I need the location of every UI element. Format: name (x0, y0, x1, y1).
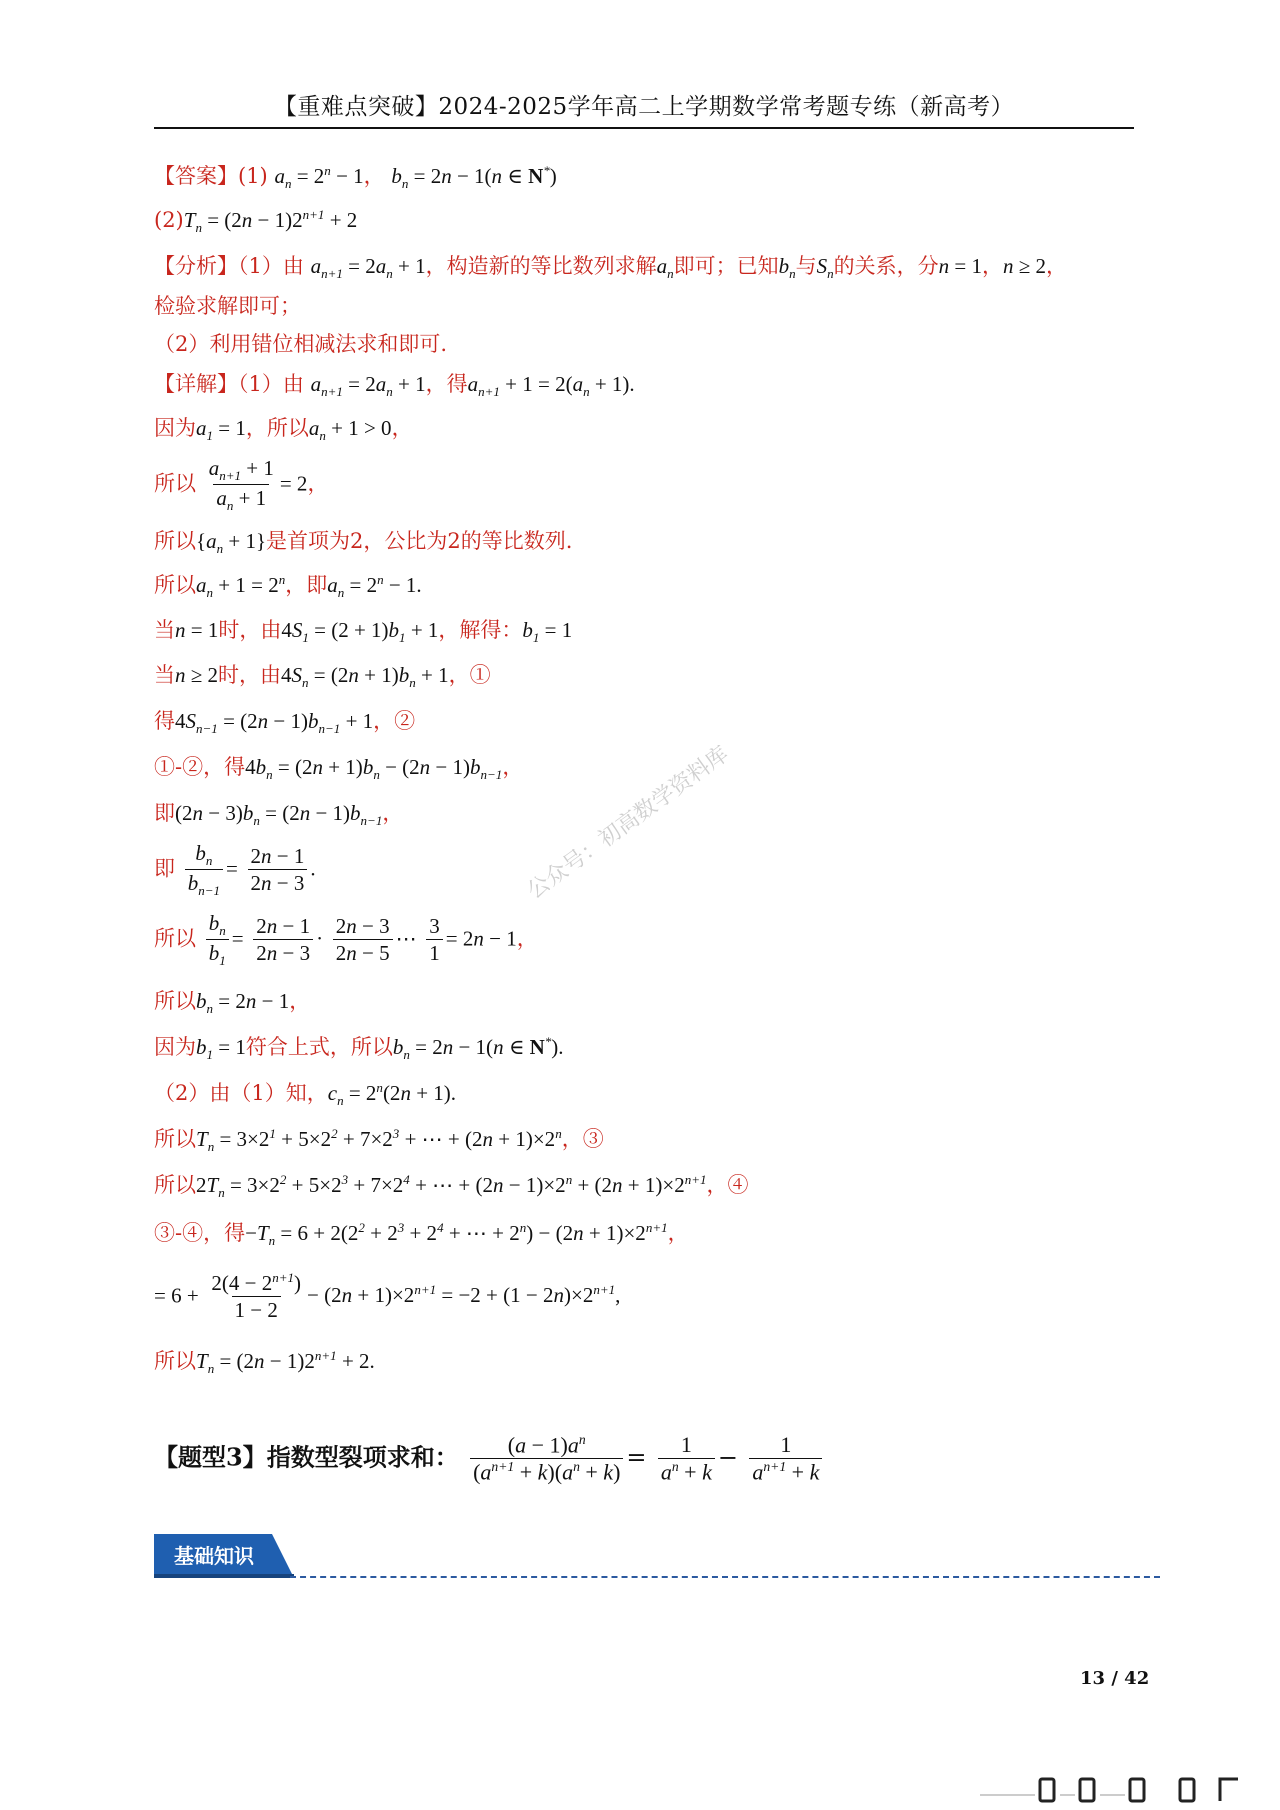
analysis-line-1: 【分析】（1）由 $a_{n+1} = 2a_n + 1$，构造新的等比数列求解$a_n$即可；已知$b_n$与$S_n$的关系，分n = 1，n ≥ 2， (154, 254, 1067, 282)
detail-line-15: （2）由（1）知，$c_n = 2^n(2n + 1)$. (154, 1080, 457, 1109)
analysis-label: 【分析】 (154, 254, 238, 278)
answer-label: 【答案】 (154, 164, 238, 188)
question-type-heading: 【题型3】指数型裂项求和： $\frac{(a - 1)a^n}{(a^{n+1} + k)(a^n + k)}$ = $\frac{1}{a^n + k}$ − $\frac{1}{a^{n+1} + k}$ (154, 1432, 825, 1486)
header-rule (154, 127, 1134, 129)
page-total: 42 (1124, 1668, 1150, 1689)
answer-line-1: 【答案】(1) $a_n = 2^n - 1$， $b_n = 2n - 1(n$ ∈ N*) (154, 163, 557, 192)
detail-line-9: ①-②，得$4b_n = (2n + 1)b_n - (2n - 1)b_{n-1}$， (154, 755, 524, 783)
detail-line-20: 所以$T_n = (2n - 1)2^{n+1} + 2$. (154, 1348, 375, 1377)
detail-line-12: 所以 $\frac{b_n}{b_1}$ = $\frac{2n - 1}{2n - 3}$ · $\frac{2n - 3}{2n - 5}$ ⋯ $\frac{3}{1}$ = 2n − 1， (154, 911, 538, 969)
detail-line-8: 得$4S_{n-1} = (2n - 1)b_{n-1} + 1$，② (154, 709, 416, 737)
detail-line-6: 当n = 1时，由$4S_1 = (2 + 1)b_1 + 1$，解得：$b_1 = 1$ (154, 618, 573, 646)
detail-line-16: 所以$T_n = 3\times 2^1 + 5\times 2^2 + 7\times 2^3$ + ⋯ + $(2n + 1)\times 2^n$，③ (154, 1126, 604, 1155)
page-number: 13 / 42 (1080, 1668, 1150, 1689)
answer-part2-prefix: (2) (154, 208, 184, 232)
detail-line-3: 所以 $\frac{a_{n+1} + 1}{a_n + 1}$ = 2， (154, 456, 329, 514)
detail-line-4: 所以$\{a_n + 1\}$是首项为2，公比为2的等比数列. (154, 529, 573, 557)
section-dashed-rule (290, 1576, 1160, 1578)
banner-shadow (154, 1574, 294, 1578)
detail-line-5: 所以$a_n + 1 = 2^n$，即$a_n = 2^n - 1$. (154, 572, 422, 601)
detail-line-17: 所以$2T_n = 3\times 2^2 + 5\times 2^3 + 7\times 2^4$ + ⋯ + $(2n - 1)\times 2^n + (2n + 1)\times 2^{n+1}$，④ (154, 1172, 749, 1201)
detail-line-1: 【详解】（1）由 $a_{n+1} = 2a_n + 1$，得$a_{n+1} + 1 = 2(a_n + 1)$. (154, 372, 635, 400)
detail-line-10: 即$(2n - 3)b_n = (2n - 1)b_{n-1}$， (154, 801, 404, 829)
detail-line-19: = 6 + $\frac{2(4 - 2^{n+1})}{1 - 2}$ − $(2n + 1)\times 2^{n+1} = -2 + (1 - 2n)\times 2^{n+1}$, (154, 1270, 621, 1323)
analysis-line-3: （2）利用错位相减法求和即可. (154, 332, 448, 356)
detail-line-11: 即 $\frac{b_n}{b_{n-1}}$ = $\frac{2n - 1}{2n - 3}$ . (154, 841, 316, 899)
page-header-title: 【重难点突破】2024-2025学年高二上学期数学常考题专练（新高考） (273, 94, 1015, 120)
detail-line-18: ③-④，得$-T_n = 6 + 2(2^2 + 2^3 + 2^4$ + ⋯ + $2^n) - (2n + 1)\times 2^{n+1}$， (154, 1220, 689, 1249)
answer-line-2: $(2)T_n = (2n - 1)2^{n+1} + 2$ (154, 207, 358, 236)
section-banner (154, 1534, 294, 1578)
answer-part1-prefix: (1) (238, 164, 268, 188)
watermark: 公众号：初高数学资料库 (522, 741, 734, 905)
page-current: 13 (1080, 1668, 1106, 1689)
detail-line-13: 所以$b_n = 2n - 1$， (154, 989, 311, 1017)
banner-label: 基础知识 (174, 1544, 254, 1568)
detail-line-7: 当n ≥ 2时，由$4S_n = (2n + 1)b_n + 1$，① (154, 663, 491, 691)
detail-label: 【详解】 (154, 372, 238, 396)
scan-artifact-mark (980, 1775, 1250, 1805)
analysis-line-2: 检验求解即可； (154, 294, 301, 318)
detail-line-2: 因为$a_1 = 1$，所以$a_n + 1 > 0$， (154, 416, 413, 444)
detail-line-14: 因为$b_1 = 1$符合上式，所以$b_n = 2n - 1(n$ ∈ N*). (154, 1034, 564, 1063)
